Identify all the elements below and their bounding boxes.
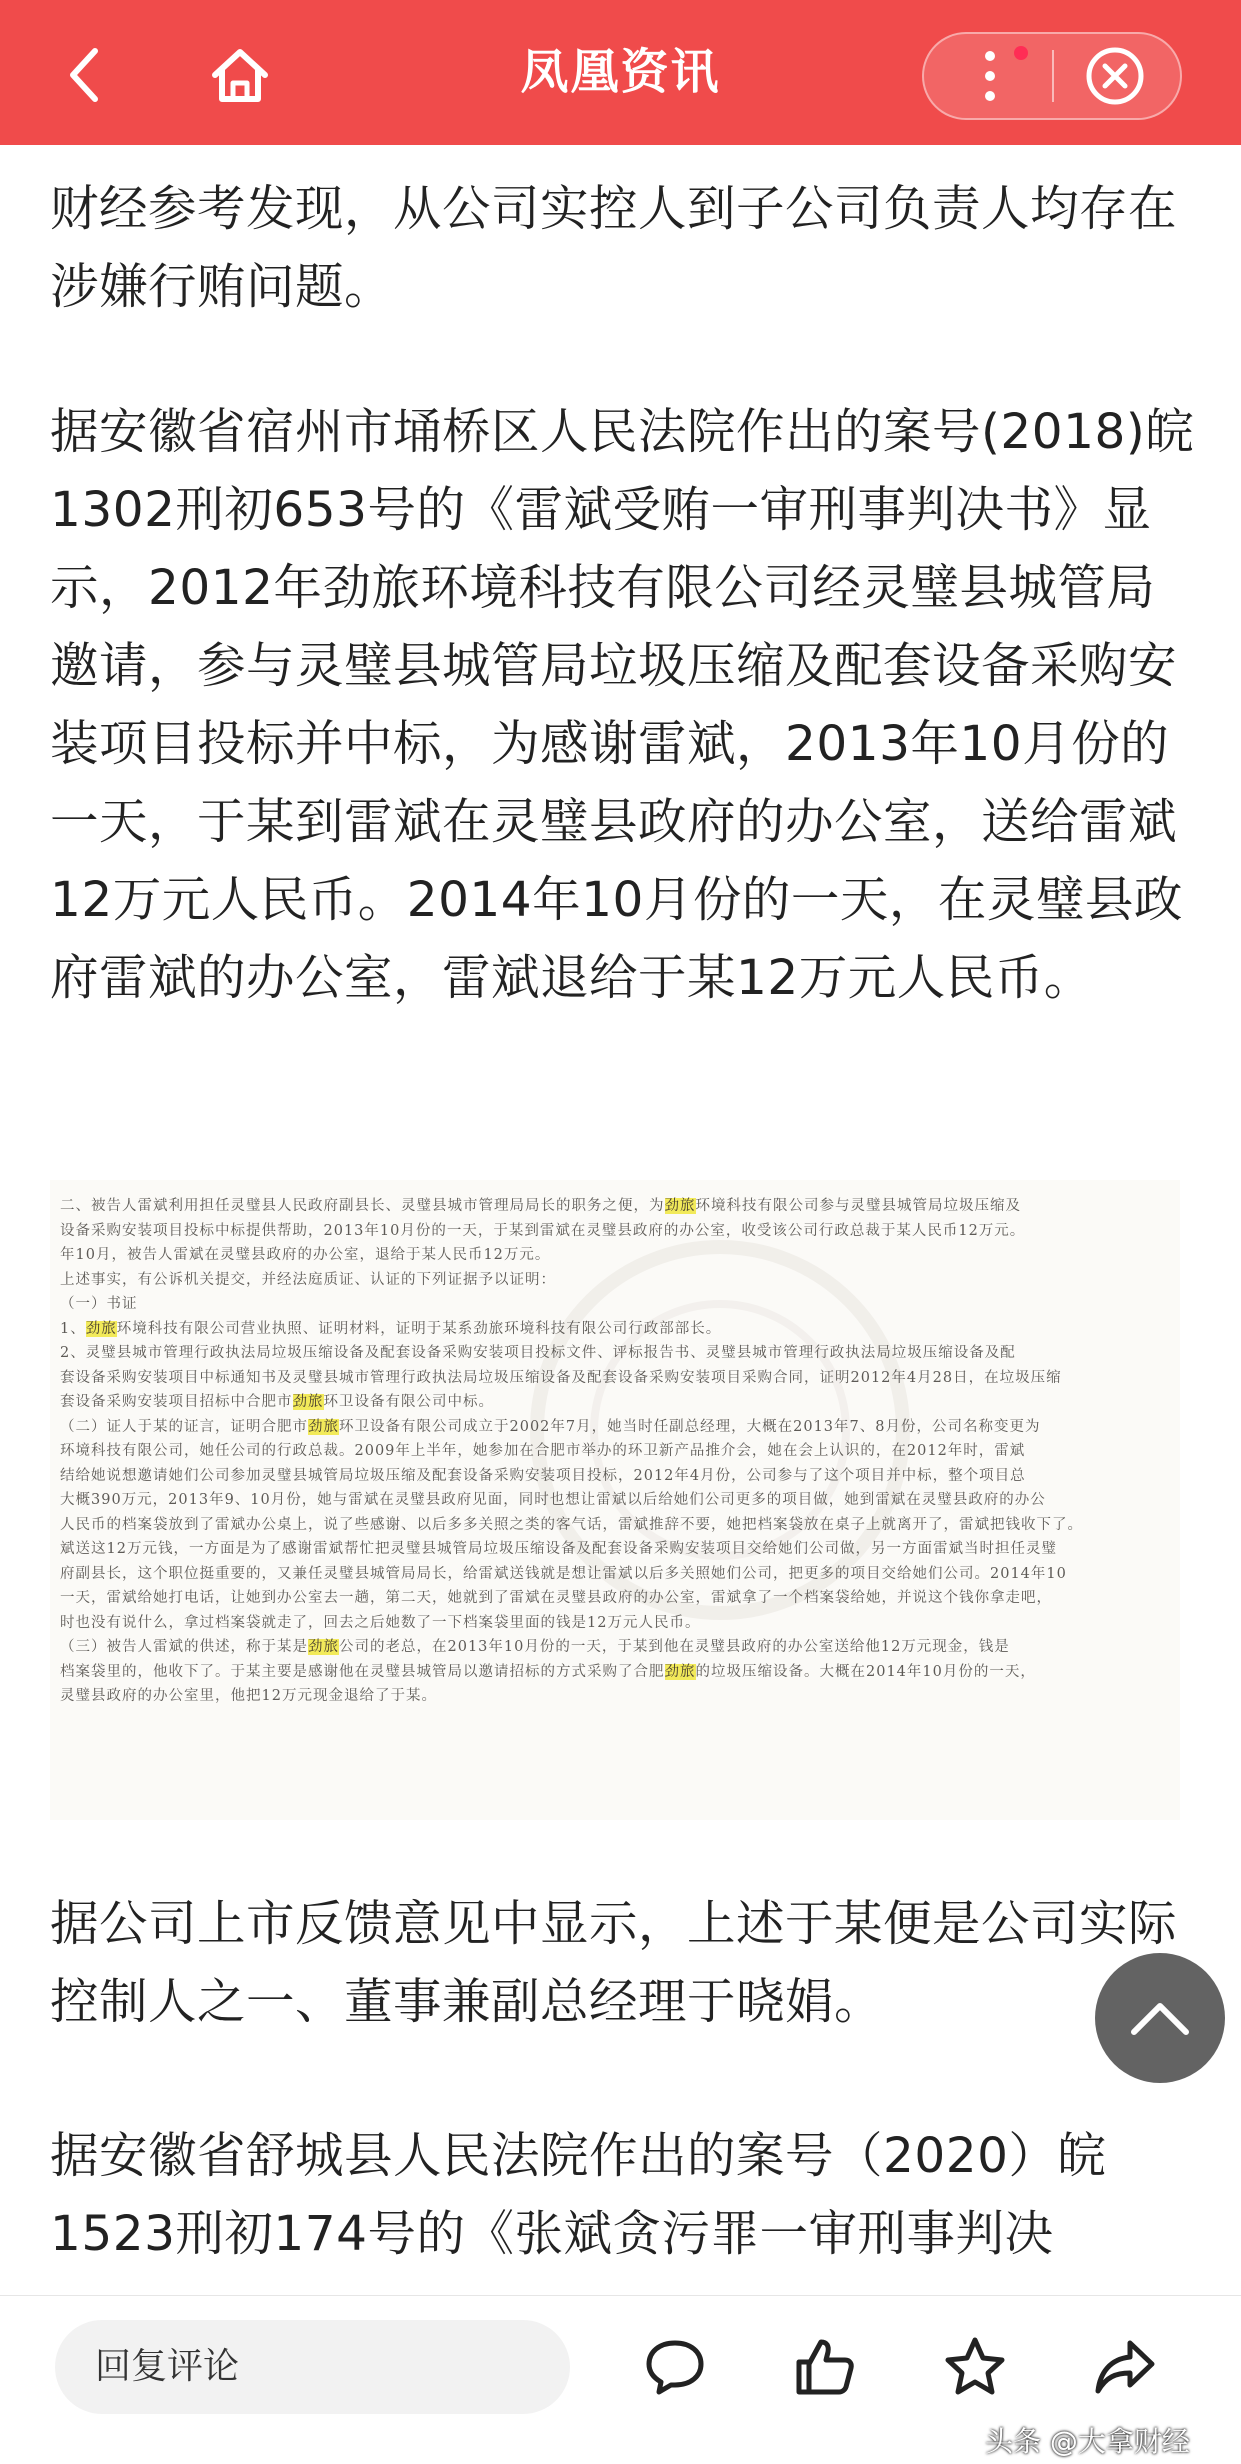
document-line-text: 人民币的档案袋放到了雷斌办公桌上，说了些感谢、以后多多关照之类的客气话，雷斌推辞不要，她把档案袋放在桌子上就离开了，雷斌把钱收下了。 (60, 1516, 1083, 1533)
article-paragraph: 据安徽省舒城县人民法院作出的案号（2020）皖1523刑初174号的《张斌贪污罪一审刑事判决 (50, 2128, 1107, 2262)
document-line-text: 二、被告人雷斌利用担任灵璧县人民政府副县长、灵璧县城市管理局局长的职务之便，为 (60, 1198, 665, 1214)
document-line-text: （一）书证 (60, 1296, 138, 1312)
document-line (60, 1366, 1175, 1391)
like-button[interactable] (780, 2320, 870, 2414)
document-line (60, 1292, 1175, 1317)
article-paragraph: 据公司上市反馈意见中显示，上述于某便是公司实际控制人之一、董事兼副总经理于晓娟。 (50, 1896, 1178, 2030)
notification-dot (1014, 46, 1028, 60)
document-line (60, 1684, 1175, 1709)
document-line-text: 灵璧县政府的办公室里，他把12万元现金退给了于某。 (60, 1688, 437, 1704)
highlighted-text: 劲旅 (292, 1394, 324, 1410)
scroll-to-top-button[interactable] (1095, 1953, 1225, 2083)
page-title: 凤凰资讯 (520, 44, 721, 100)
document-line (60, 1537, 1175, 1562)
document-line-text: 套设备采购安装项目招标中合肥市 (60, 1394, 293, 1410)
article-paragraph: 财经参考发现，从公司实控人到子公司负责人均存在涉嫌行贿问题。 (50, 181, 1178, 315)
share-icon (1092, 2337, 1158, 2397)
document-line-text: 结给她说想邀请她们公司参加灵璧县城管局垃圾压缩及配套设备采购安装项目投标，2012年4月份，公司参与了这个项目并中标，整个项目总 (60, 1467, 1026, 1484)
document-line (60, 1317, 1175, 1342)
share-button[interactable] (1080, 2320, 1170, 2414)
document-line-text: 府副县长，这个职位挺重要的，又兼任灵璧县城管局局长，给雷斌送钱就是想让雷斌以后多关照她们公司，把更多的项目交给她们公司。2014年10 (60, 1565, 1067, 1582)
document-line-text: 套设备采购安装项目中标通知书及灵璧县城市管理行政执法局垃圾压缩设备及配套设备采购安装项目采购合同，证明2012年4月28日，在垃圾压缩 (60, 1369, 1062, 1386)
document-text (60, 1194, 1175, 1709)
document-line-text: 大概390万元，2013年9、10月份，她与雷斌在灵璧县政府见面，同时也想让雷斌以后给她们公司更多的项目做，她到雷斌在灵璧县政府的办公 (60, 1492, 1046, 1508)
document-line-text: 环境科技有限公司营业执照、证明材料，证明于某系劲旅环境科技有限公司行政部部长。 (116, 1320, 722, 1337)
document-line (60, 1243, 1175, 1268)
document-line-text: 一天，雷斌给她打电话，让她到办公室去一趟，第二天，她就到了雷斌在灵璧县政府的办公室，雷斌拿了一个档案袋给她，并说这个钱你拿走吧， (60, 1590, 1052, 1606)
source-watermark: 头条 @大拿财经 (985, 2425, 1190, 2458)
document-line (60, 1415, 1175, 1440)
document-line-text: 年10月，被告人雷斌在灵璧县政府的办公室，退给于某人民币12万元。 (60, 1247, 551, 1263)
document-line-text: 2、灵璧县城市管理行政执法局垃圾压缩设备及配套设备采购安装项目投标文件、评标报告书、灵璧县城市管理行政执法局垃圾压缩设备及配 (60, 1345, 1016, 1361)
highlighted-text: 劲旅 (664, 1663, 696, 1680)
document-line-text: 1、 (60, 1320, 86, 1337)
document-line-text: 环卫设备有限公司中标。 (323, 1394, 494, 1410)
document-line-text: 公司的老总，在2013年10月份的一天，于某到他在灵璧县政府的办公室送给他12万元现金，钱是 (339, 1639, 1010, 1655)
document-line-text: 上述事实，有公诉机关提交，并经法庭质证、认证的下列证据予以证明： (60, 1271, 556, 1288)
document-line-text: 设备采购安装项目投标中标提供帮助，2013年10月份的一天，于某到雷斌在灵璧县政府的办公室，收受该公司行政总裁于某人民币12万元。 (60, 1222, 1026, 1239)
home-button[interactable] (190, 30, 290, 120)
document-line-text: 环境科技有限公司参与灵璧县城管局垃圾压缩及 (695, 1198, 1021, 1214)
document-line-text: 时也没有说什么，拿过档案袋就走了，回去之后她数了一下档案袋里面的钱是12万元人民币。 (60, 1614, 701, 1631)
chevron-left-icon (65, 45, 105, 105)
document-line (60, 1513, 1175, 1538)
document-line (60, 1562, 1175, 1587)
document-line (60, 1464, 1175, 1489)
highlighted-text: 劲旅 (308, 1418, 339, 1435)
document-line-text: 环卫设备有限公司成立于2002年7月，她当时任副总经理，大概在2013年7、8月份，公司名称变更为 (339, 1418, 1041, 1435)
close-button[interactable] (1060, 36, 1170, 116)
document-line-text: 斌送这12万元钱，一方面是为了感谢雷斌帮忙把灵璧县城管局垃圾压缩设备及配套设备采购安装项目交给她们公司做，另一方面雷斌当时担任灵璧 (60, 1541, 1057, 1557)
document-line-text: （三）被告人雷斌的供述，称于某是 (60, 1639, 308, 1655)
home-icon (209, 45, 271, 105)
article-paragraph: 据安徽省宿州市埇桥区人民法院作出的案号(2018)皖1302刑初653号的《雷斌受贿一审刑事判决书》显示，2012年劲旅环境科技有限公司经灵璧县城管局邀请，参与灵璧县城管局垃圾压缩及配套设备采购安装项目投标并中标，为感谢雷斌，2013年10月份的一天，于某到雷斌在灵璧县政府的办公室，送给雷斌12万元人民币。2014年10月份的一天，在灵璧县政府雷斌的办公室，雷斌退给于某12万元人民币。 (50, 404, 1195, 1006)
document-line (60, 1660, 1175, 1685)
document-line-text: 环境科技有限公司，她任公司的行政总裁。2009年上半年，她参加在合肥市举办的环卫新产品推介会，她在会上认识的，在2012年时，雷斌 (60, 1443, 1026, 1459)
star-icon (942, 2335, 1008, 2399)
capsule-divider (1052, 50, 1054, 102)
document-line (60, 1611, 1175, 1636)
document-line (60, 1390, 1175, 1415)
more-vertical-icon (980, 48, 1000, 104)
document-line (60, 1488, 1175, 1513)
highlighted-text: 劲旅 (85, 1320, 117, 1337)
highlighted-text: 劲旅 (308, 1639, 339, 1655)
document-line (60, 1586, 1175, 1611)
document-line (60, 1635, 1175, 1660)
document-line (60, 1219, 1175, 1244)
reply-comment-input[interactable]: 回复评论 (55, 2320, 570, 2414)
document-line-text: 档案袋里的，他收下了。于某主要是感谢他在灵璧县城管局以邀请招标的方式采购了合肥 (60, 1663, 665, 1680)
back-button[interactable] (40, 30, 130, 120)
thumbs-up-icon (793, 2336, 857, 2398)
judgment-document-image[interactable] (50, 1180, 1180, 1820)
document-line (60, 1341, 1175, 1366)
comment-icon (643, 2337, 707, 2397)
document-line (60, 1268, 1175, 1293)
document-line-text: 的垃圾压缩设备。大概在2014年10月份的一天， (695, 1663, 1036, 1680)
document-line-text: （二）证人于某的证言，证明合肥市 (60, 1418, 308, 1435)
comment-button[interactable] (630, 2320, 720, 2414)
document-line (60, 1439, 1175, 1464)
favorite-button[interactable] (930, 2320, 1020, 2414)
document-line (60, 1194, 1175, 1219)
chevron-up-icon (1128, 1998, 1192, 2038)
close-circle-icon (1084, 45, 1146, 107)
highlighted-text: 劲旅 (664, 1198, 696, 1214)
